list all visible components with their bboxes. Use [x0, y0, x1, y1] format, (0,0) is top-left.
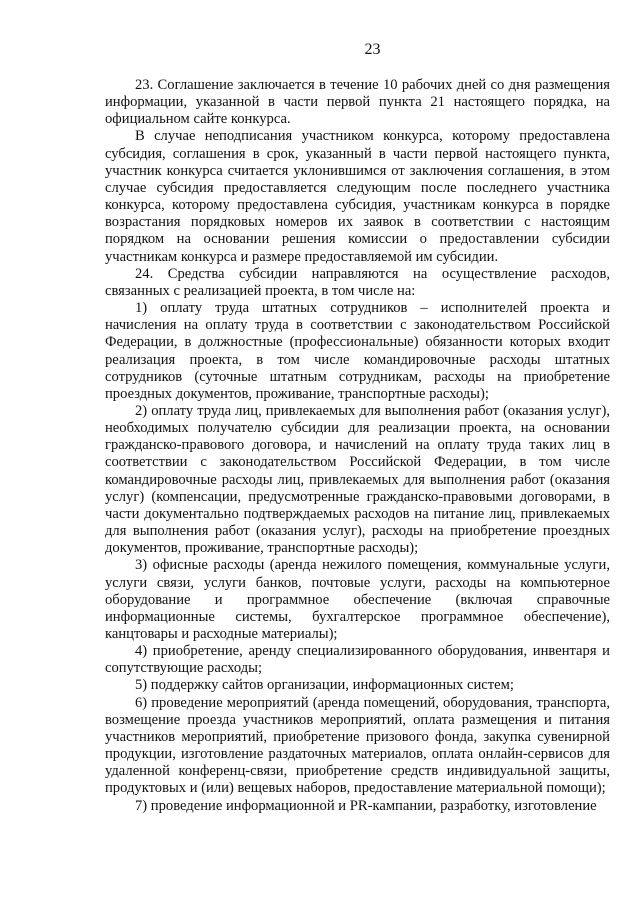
list-item-2: 2) оплату труда лиц, привлекаемых для выполнения работ (оказания услуг), необходимых получателю субсидии для реализации проекта, на основании гражданско-правового договора, и начислений на оплату труда таких лиц в соответствии с законодательством Российской Федерации, в том числе командировочные расходы лиц, привлекаемых для выполнения работ (оказания услуг) (компенсации, предусмотренные гражданско-правовыми договорами, в части документально подтверждаемых расходов на питание лиц, привлекаемых для выполнения работ (оказания услуг), расходы на приобретение проездных документов, проживание, транспортные расходы); [105, 402, 610, 557]
paragraph-non-signing: В случае неподписания участником конкурса, которому предоставлена субсидия, соглашения в срок, указанный в части первой настоящего пункта, участник конкурса считается уклонившимся от заключения соглашения, в этом случае субсидия предоставляется следующим после последнего участника конкурса, которому предоставлена субсидия, участникам конкурса в порядке возрастания порядковых номеров их заявок в соответствии с настоящим порядком на основании решения комиссии о предоставлении субсидии участникам конкурса и размере предоставляемой им субсидии. [105, 128, 610, 265]
list-item-7: 7) проведение информационной и PR-кампании, разработку, изготовление [135, 797, 597, 814]
page-number: 23 [364, 41, 381, 58]
list-item-5: 5) поддержку сайтов организации, информационных систем; [135, 677, 514, 694]
paragraph-24: 24. Средства субсидии направляются на осуществление расходов, связанных с реализацией проекта, в том числе на: [105, 265, 610, 299]
list-item-4: 4) приобретение, аренду специализированного оборудования, инвентаря и сопутствующие расходы; [105, 643, 610, 677]
document-page [105, 40, 610, 815]
list-item-1: 1) оплату труда штатных сотрудников – исполнителей проекта и начисления на оплату труда в соответствии с законодательством Российской Федерации, в должностные (профессиональные) обязанности которых входит реализация проекта, в том числе командировочные расходы штатных сотрудников (суточные штатным сотрудникам, расходы на приобретение проездных документов, проживание, транспортные расходы); [105, 300, 610, 402]
list-item-6: 6) проведение мероприятий (аренда помещений, оборудования, транспорта, возмещение проезда участников мероприятий, оплата размещения и питания участников мероприятий, приобретение призового фонда, закупка сувенирной продукции, изготовление раздаточных материалов, оплата онлайн-сервисов для удаленной конференц-связи, приобретение средств индивидуальной защиты, продуктовых и (или) вещевых наборов, предоставление материальной помощи); [105, 694, 610, 797]
paragraph-23: 23. Соглашение заключается в течение 10 рабочих дней со дня размещения информации, указанной в части первой пункта 21 настоящего порядка, на официальном сайте конкурса. [105, 77, 610, 128]
list-item-3: 3) офисные расходы (аренда нежилого помещения, коммунальные услуги, услуги связи, услуги банков, почтовые услуги, расходы на компьютерное оборудование и программное обеспечение (включая справочные информационные системы, бухгалтерское программное обеспечение), канцтовары и расходные материалы); [105, 557, 610, 642]
